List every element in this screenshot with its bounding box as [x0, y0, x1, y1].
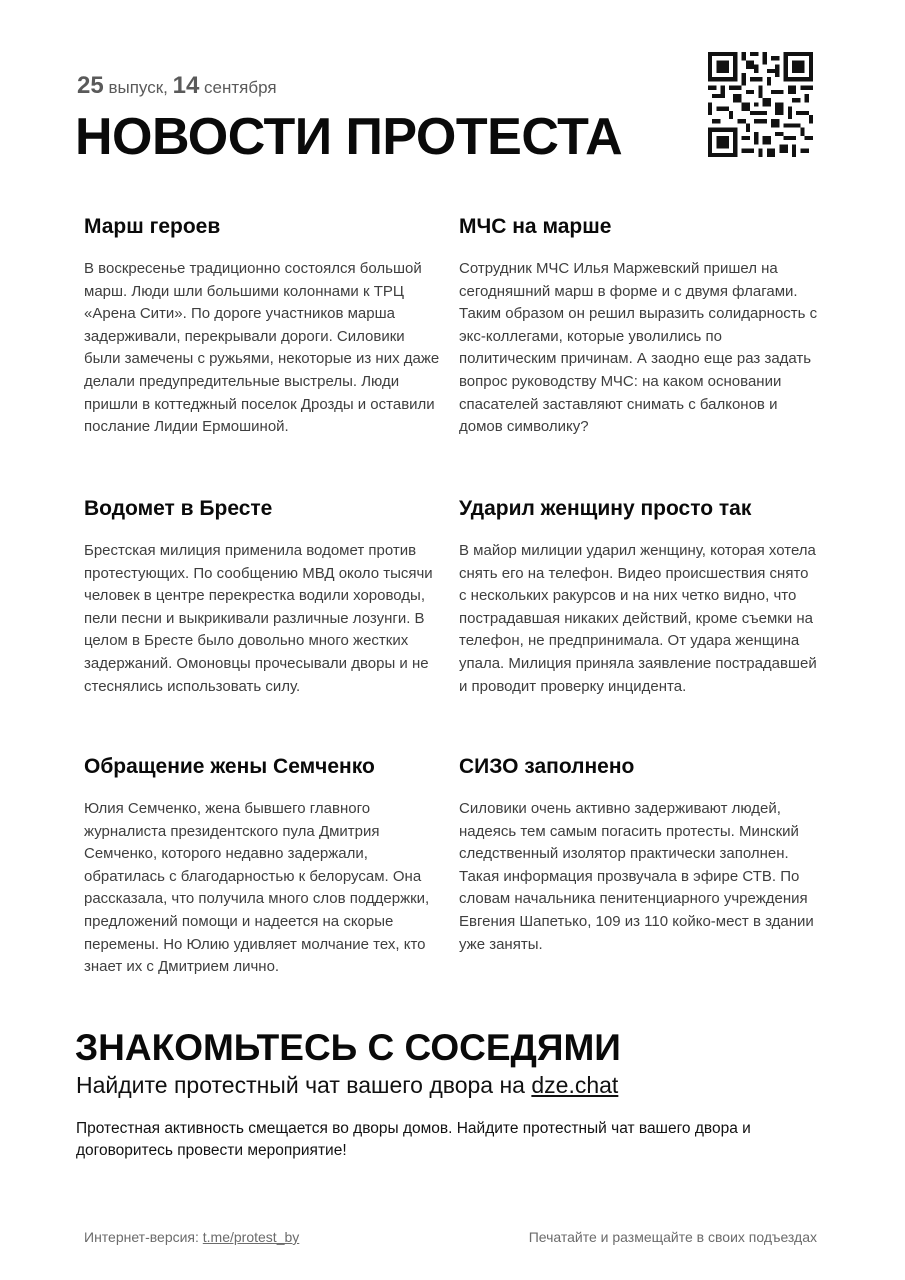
online-version-label: Интернет-версия: [84, 1229, 203, 1245]
page-title: НОВОСТИ ПРОТЕСТА [75, 108, 623, 166]
article-body: Сотрудник МЧС Илья Маржевский пришел на сегодняшний марш в форме и с двумя флагами. Таким образом он решил выразить солидарность с экс-коллегами, которые уволились по политическим причинам. А заодно еще раз задать вопрос руководству МЧС: на каком основании спасателей заставляют снимать с балконов и домов символику? [459, 260, 818, 436]
issue-month: сентября [204, 78, 277, 97]
footer-subtitle-text: Найдите протестный чат вашего двора на [76, 1072, 532, 1098]
article-body: В воскресенье традиционно состоялся большой марш. Люди шли большими колоннами к ТРЦ «Арена Сити». По дороге участников марша задерживали, перекрывали дороги. Силовики были замечены с ружьями, некоторые из них даже делали предупредительные выстрелы. Люди пришли в коттеджный поселок Дрозды и оставили послание Лидии Ермошиной. [84, 260, 440, 436]
issue-day: 14 [172, 72, 200, 99]
qr-code-icon[interactable] [708, 52, 813, 157]
footer-body: Протестная активность смещается во дворы домов. Найдите протестный чат вашего двора и договоритесь провести мероприятие! [76, 1120, 751, 1159]
issue-label: выпуск, [108, 78, 168, 97]
article-marsh-geroev [84, 210, 444, 439]
issue-number: 25 [77, 72, 104, 99]
issue-line [77, 72, 277, 100]
article-title: СИЗО заполнено [459, 755, 635, 778]
article-body: Силовики очень активно задерживают людей, надеясь тем самым погасить протесты. Минский следственный изолятор практически заполнен. Такая информация прозвучала в эфире СТВ. По словам начальника пенитенциарного учреждения Евгения Шапетько, 109 из 110 койко-мест в здании уже заняты. [459, 800, 814, 953]
footer-title: ЗНАКОМЬТЕСЬ С СОСЕДЯМИ [75, 1027, 621, 1068]
online-version [84, 1229, 299, 1245]
article-vodomet-v-breste [84, 492, 444, 698]
article-body: Юлия Семченко, жена бывшего главного журналиста президентского пула Дмитрия Семченко, которого недавно задержали, обратилась с благодарностью к белорусам. Она рассказала, что получила много слов поддержки, предложений помощи и надеется на скорые перемены. Но Юлию удивляет молчание тех, кто знает их с Дмитрием лично. [84, 800, 430, 976]
article-title: Обращение жены Семченко [84, 755, 375, 778]
article-sizo-zapolneno [459, 750, 819, 956]
footer-subtitle [76, 1072, 618, 1099]
print-note: Печатайте и размещайте в своих подъездах [528, 1229, 817, 1245]
telegram-link[interactable]: t.me/protest_by [202, 1229, 300, 1245]
article-title: Водомет в Бресте [84, 497, 273, 520]
article-title: Марш героев [84, 215, 221, 238]
article-udaril-zhenshchinu [459, 492, 819, 698]
article-body: В майор милиции ударил женщину, которая хотела снять его на телефон. Видео происшествия снято с нескольких ракурсов и на них четко видно, что пострадавшая никаких действий, кроме съемки на телефон, не предпринимала. От удара женщина упала. Милиция приняла заявление пострадавшей и проводит проверку инцидента. [459, 542, 817, 695]
article-obrashchenie-semchenko [84, 750, 444, 979]
article-mchs-na-marshe [459, 210, 819, 439]
article-body: Брестская милиция применила водомет против протестующих. По сообщению МВД около тысячи человек в центре перекрестка водили хороводы, пели песни и выкрикивали различные лозунги. В целом в Бресте было довольно много жестких задержаний. Омоновцы прочесывали дворы и не стеснялись использовать силу. [84, 542, 433, 695]
article-title: МЧС на марше [459, 215, 612, 238]
dze-chat-link[interactable]: dze.chat [531, 1072, 619, 1098]
article-title: Ударил женщину просто так [459, 497, 752, 520]
